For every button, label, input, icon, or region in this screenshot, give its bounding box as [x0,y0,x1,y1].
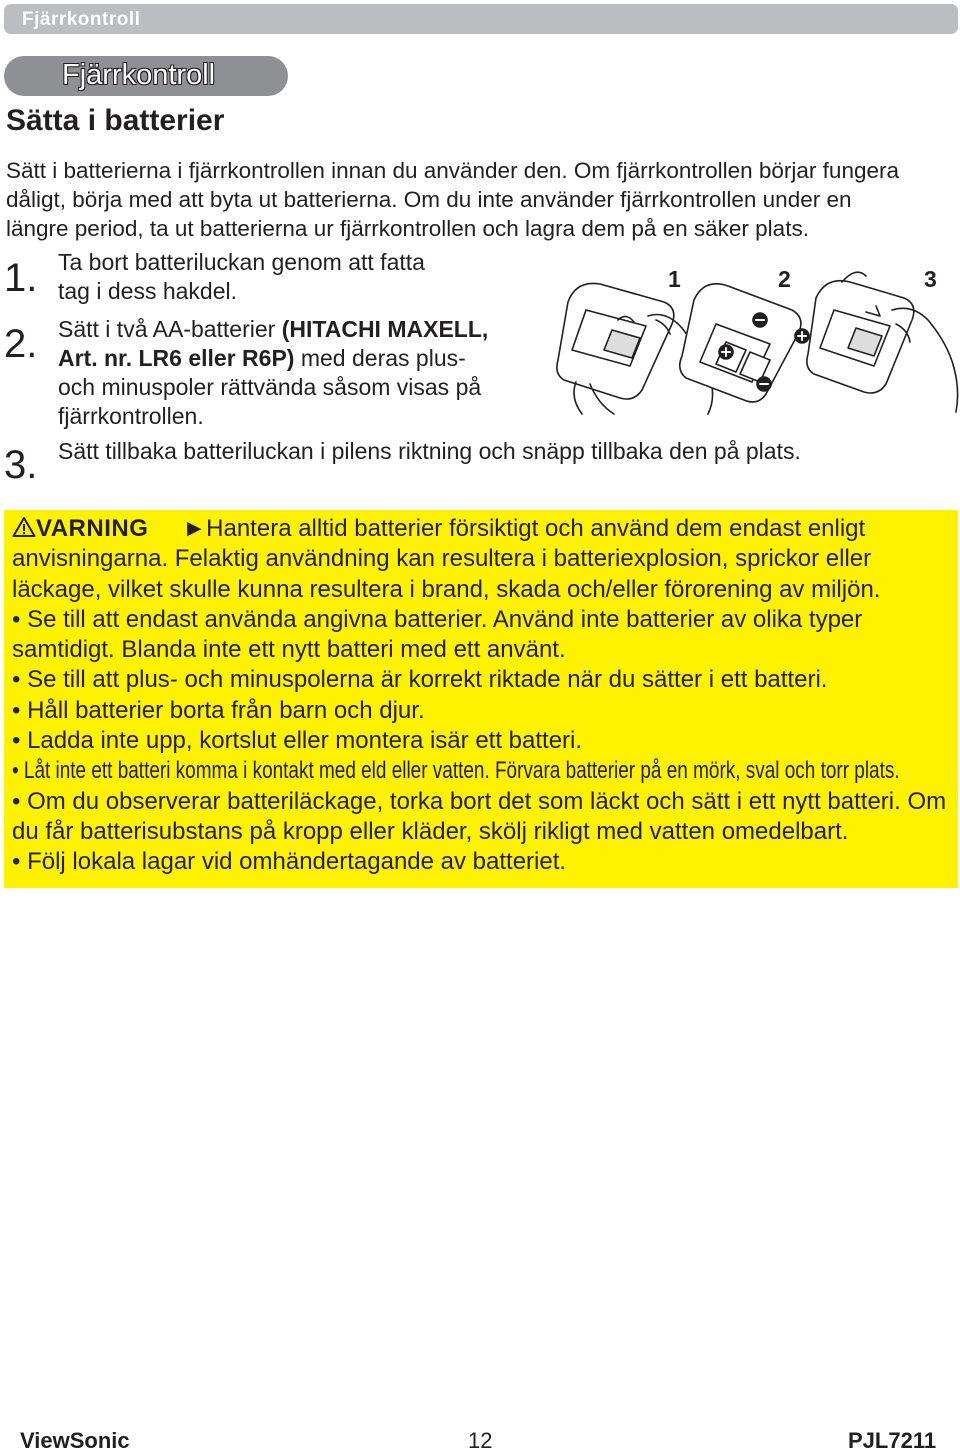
step-line: fjärrkontrollen. [58,403,204,429]
step-text [58,315,488,431]
step-line: och minuspoler rättvända såsom visas på [58,374,482,400]
battery-illustration [556,262,960,424]
footer-brand: ViewSonic [20,1428,130,1453]
figure-label: 1 [668,266,681,292]
page-number: 12 [468,1428,493,1453]
warning-bullet: • Se till att endast använda angivna batterier. Använd inte batterier av olika typer samtidigt. Blanda inte ett nytt batteri med ett använt. [12,605,863,664]
header-bar [4,4,958,34]
step-line: Sätt tillbaka batteriluckan i pilens riktning och snäpp tillbaka den på plats. [58,438,801,464]
step-text [58,248,425,306]
step-line: Sätt i två AA-batterier [58,316,282,342]
header-label: Fjärrkontroll [22,9,141,30]
warning-heading: VARNING [36,515,149,542]
section-pill [4,56,288,96]
step-text [58,437,801,466]
warning-bullet: • Följ lokala lagar vid omhändertagande av batteriet. [12,848,567,876]
battery-brand: (HITACHI MAXELL, [281,316,489,342]
remote-drawings [556,262,960,424]
warning-intro [12,514,956,605]
remote-3-drawing [807,272,958,412]
warning-bullet: • Låt inte ett batteri komma i kontakt med eld eller vatten. Förvara batterier på en mörk, sval och torr plats. [12,757,900,785]
footer-model: PJL7211 [848,1428,937,1453]
warning-bullet: • Om du observerar batteriläckage, torka bort det som läckt och sätt i ett nytt batteri. Om du får batterisubstans på kropp eller kläder, skölj rikligt med vatten omedelbart. [12,787,947,845]
step-line: Ta bort batteriluckan genom att fatta [58,249,425,275]
warning-triangle-icon [12,515,36,542]
step-number: 1. [4,256,38,300]
warning-intro-text: Hantera alltid batterier försiktigt och använd dem endast enligt anvisningarna. Felaktig användning kan resultera i batteriexplosion, sprickor eller läckage, vilket skulle kunna resultera i brand, skada och/eller förorening av miljön. [12,515,881,603]
warning-bullet: • Ladda inte upp, kortslut eller montera isär ett batteri. [12,727,583,755]
step-line: med deras plus- [294,345,466,371]
warning-box [4,510,958,888]
step-number: 3. [4,443,38,487]
warning-bullet: • Se till att plus- och minuspolerna är korrekt riktade när du sätter i ett batteri. [12,666,828,694]
figure-label: 2 [778,266,791,292]
section-label: Fjärrkontroll [62,59,216,91]
arrow-icon: ► [182,515,207,542]
step-number: 2. [4,322,38,366]
intro-line: dåligt, börja med att byta ut batterierna. Om du inte använder fjärrkontrollen under en [6,187,852,212]
figure-label: 3 [924,266,937,292]
step-line: tag i dess hakdel. [58,278,238,304]
intro-paragraph [6,156,958,243]
warning-content [12,514,956,878]
intro-line: längre period, ta ut batterierna ur fjärrkontrollen och lagra dem på en säker plats. [6,216,809,241]
remote-2-drawing [680,284,809,402]
battery-model: Art. nr. LR6 eller R6P) [58,345,295,371]
page-title: Sätta i batterier [6,104,225,137]
warning-bullet-condensed [12,756,956,786]
warning-bullet: • Håll batterier borta från barn och djur. [12,696,425,724]
intro-line: Sätt i batterierna i fjärrkontrollen innan du använder den. Om fjärrkontrollen börjar fungera [6,158,899,183]
